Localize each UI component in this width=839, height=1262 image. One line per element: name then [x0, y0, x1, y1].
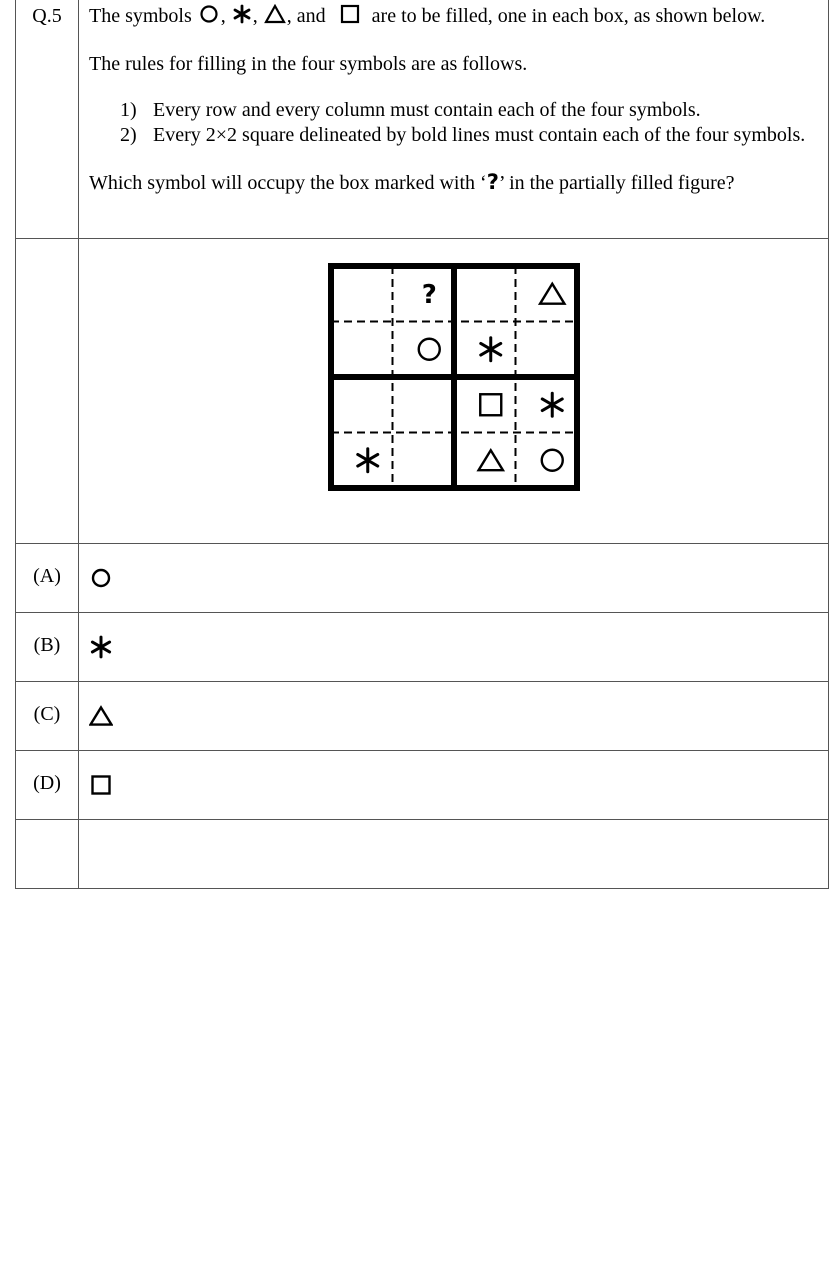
puzzle-grid [325, 260, 585, 496]
asterisk-icon [358, 448, 378, 471]
option-cell[interactable] [79, 543, 829, 612]
square-icon [480, 394, 501, 415]
rule-number: 1) [120, 99, 137, 121]
option-cell[interactable] [79, 750, 829, 819]
empty-cell [79, 819, 829, 888]
grid-cell [542, 393, 562, 416]
option-cell[interactable] [79, 612, 829, 681]
rule-text: Every row and every column must contain each of the four symbols. [153, 99, 701, 121]
asterisk-icon [481, 337, 501, 360]
option-symbol [79, 682, 828, 733]
grid-cell [422, 279, 437, 309]
triangle-icon [540, 283, 564, 303]
rules-list [89, 98, 820, 148]
asterisk-icon [542, 393, 562, 416]
option-cell[interactable] [79, 681, 829, 750]
question-intro [89, 4, 820, 30]
circle-icon [198, 4, 220, 24]
figure-row [16, 238, 829, 543]
grid-cell [479, 450, 503, 470]
option-symbol-icon [89, 566, 113, 590]
option-symbol [79, 544, 828, 595]
prompt-suffix: ’ in the partially filled figure? [498, 172, 735, 194]
circle-icon [542, 449, 563, 470]
triangle-icon [479, 450, 503, 470]
question-prompt [89, 170, 820, 195]
grid-cell [480, 394, 501, 415]
question-mark: ? [486, 170, 499, 194]
option-row-c[interactable] [16, 681, 829, 750]
rule-item [89, 98, 820, 123]
option-label: (D) [33, 771, 61, 794]
option-label-cell [16, 543, 79, 612]
option-label-cell [16, 612, 79, 681]
grid-cell [358, 448, 378, 471]
option-row-d[interactable] [16, 750, 829, 819]
option-label-cell [16, 681, 79, 750]
asterisk-icon [92, 637, 109, 657]
option-symbol-icon [89, 704, 113, 728]
option-symbol [79, 751, 828, 802]
grid-cell [540, 283, 564, 303]
square-icon [93, 776, 110, 793]
intro-prefix: The symbols [89, 5, 192, 27]
option-label: (C) [33, 702, 61, 725]
circle-icon [93, 570, 109, 586]
unknown-cell-marker: ? [421, 279, 437, 310]
asterisk-icon [232, 4, 252, 24]
rule-number: 2) [120, 124, 137, 146]
question-number: Q.5 [32, 5, 62, 27]
question-row [16, 0, 829, 238]
rules-intro: The rules for filling in the four symbols are as follows. [89, 53, 528, 75]
grid-cell [419, 338, 440, 359]
question-table [15, 0, 829, 889]
intro-separator-2: , [252, 5, 258, 27]
empty-cell [16, 819, 79, 888]
option-symbol-icon [89, 635, 113, 659]
option-row-b[interactable] [16, 612, 829, 681]
option-label-cell [16, 750, 79, 819]
empty-row [16, 819, 829, 888]
option-symbol [79, 613, 828, 664]
rule-text: Every 2×2 square delineated by bold lines must contain each of the four symbols. [153, 124, 806, 146]
triangle-icon [91, 707, 112, 724]
figure-cell [79, 238, 829, 543]
option-label: (A) [33, 564, 61, 587]
option-row-a[interactable] [16, 543, 829, 612]
question-number-cell [16, 0, 79, 238]
question-text-cell [79, 0, 829, 238]
square-icon [339, 4, 361, 24]
option-symbol-icon [89, 773, 113, 797]
figure-number-cell [16, 238, 79, 543]
intro-separator-1: , [220, 5, 226, 27]
intro-suffix: are to be filled, one in each box, as shown below. [371, 5, 766, 27]
rule-item [89, 123, 820, 148]
circle-icon [419, 338, 440, 359]
triangle-icon [264, 4, 286, 24]
grid-cell [542, 449, 563, 470]
intro-and: , and [286, 5, 326, 27]
option-label: (B) [33, 633, 61, 656]
prompt-prefix: Which symbol will occupy the box marked with ‘ [89, 172, 487, 194]
grid-cell [481, 337, 501, 360]
